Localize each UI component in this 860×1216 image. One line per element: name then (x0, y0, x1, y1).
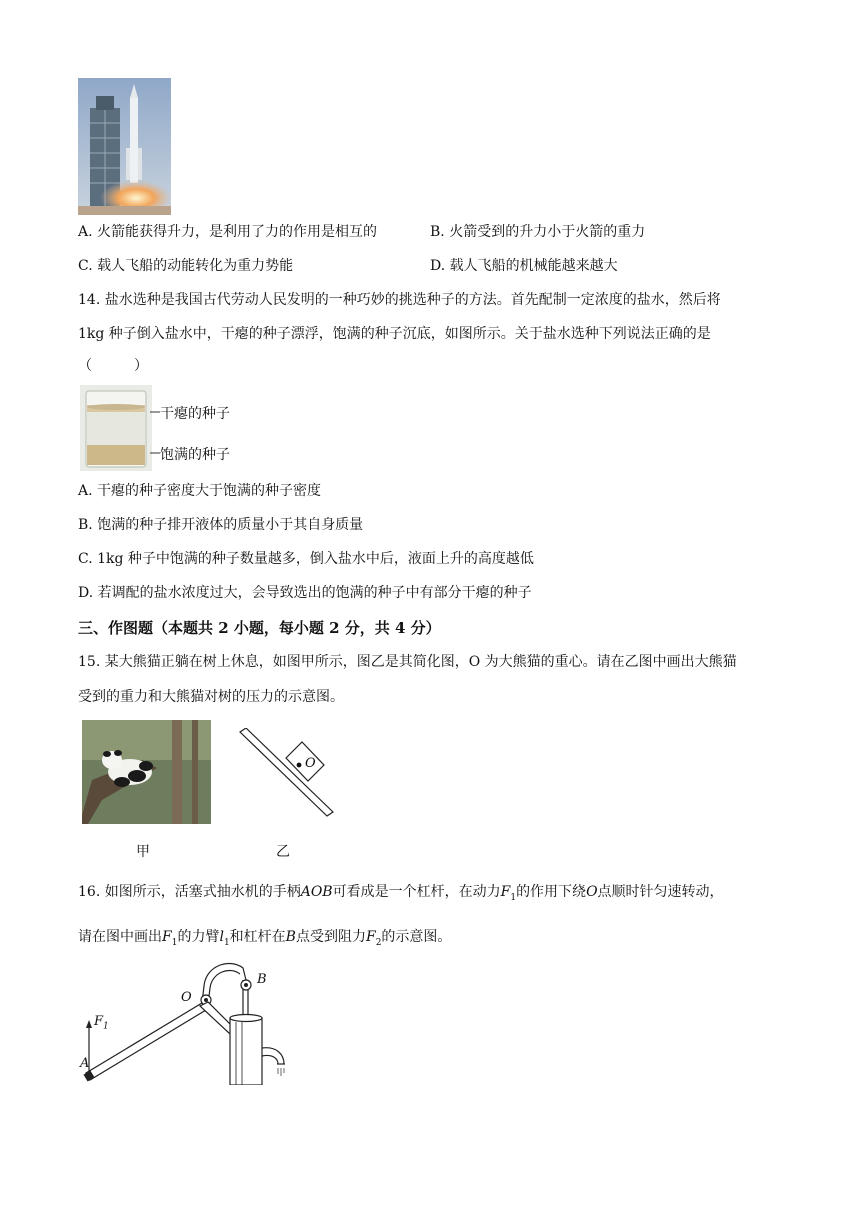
q14-stem-line1: 14. 盐水选种是我国古代劳动人民发明的一种巧妙的挑选种子的方法。首先配制一定浓度的盐水，然后将 (78, 292, 721, 308)
label-shriveled-seeds: 干瘪的种子 (160, 406, 230, 422)
q14-stem-line3: （ ） (78, 358, 148, 374)
q16-var-o: O (586, 884, 598, 900)
q16-text: 的作用下绕 (516, 884, 587, 900)
point-o-label: O (305, 756, 316, 771)
q13-option-d: D. 载人飞船的机械能越来越大 (430, 258, 618, 274)
q16-sub: 1 (510, 892, 517, 903)
label-full-seeds: 饱满的种子 (160, 447, 230, 463)
section-title-drawing: 三、作图题（本题共 2 小题，每小题 2 分，共 4 分） (78, 619, 441, 637)
q16-sub: 1 (223, 937, 230, 948)
q13-option-a: A. 火箭能获得升力，是利用了力的作用是相互的 (78, 224, 378, 240)
q16-text: 16. 如图所示，活塞式抽水机的手柄 (78, 884, 301, 900)
q16-stem-line1 (78, 882, 724, 908)
label-f1 (94, 1014, 109, 1032)
q16-sub: 1 (171, 937, 178, 948)
q13-option-b: B. 火箭受到的升力小于火箭的重力 (430, 224, 646, 240)
q16-var-aob: AOB (300, 884, 333, 900)
caption-yi: 乙 (276, 844, 290, 860)
q15-stem-line1: 15. 某大熊猫正躺在树上休息，如图甲所示，图乙是其简化图，O 为大熊猫的重心。请在乙图中画出大熊猫 (78, 654, 737, 670)
q16-var-f2: F (365, 929, 376, 945)
salt-water-beaker-photo (80, 385, 152, 471)
label-b: B (257, 972, 267, 987)
q16-text: 可看成是一个杠杆，在动力 (332, 884, 501, 900)
q16-text: 的力臂 (177, 929, 220, 945)
q16-stem-line2 (78, 927, 451, 953)
panda-simplified-diagram (232, 728, 342, 823)
label-f: F (94, 1014, 104, 1029)
q16-text: 点顺时针匀速转动， (597, 884, 724, 900)
q16-var-b: B (285, 929, 296, 945)
q15-stem-line2: 受到的重力和大熊猫对树的压力的示意图。 (78, 689, 344, 705)
q14-option-c: C. 1kg 种子中饱满的种子数量越多，倒入盐水中后，液面上升的高度越低 (78, 551, 534, 567)
q14-stem-line2: 1kg 种子倒入盐水中，干瘪的种子漂浮，饱满的种子沉底，如图所示。关于盐水选种下列说法正确的是 (78, 326, 711, 342)
q16-var-l: l (219, 929, 224, 945)
q13-option-c: C. 载人飞船的动能转化为重力势能 (78, 258, 294, 274)
q16-text: 和杠杆在 (229, 929, 286, 945)
q16-text: 的示意图。 (381, 929, 452, 945)
rocket-launch-photo (78, 78, 171, 215)
q14-option-a: A. 干瘪的种子密度大于饱满的种子密度 (78, 483, 322, 499)
label-o: O (181, 990, 192, 1005)
label-a: A (80, 1056, 90, 1071)
q16-var-f: F (500, 884, 511, 900)
caption-jia: 甲 (136, 844, 150, 860)
panda-photo (82, 720, 211, 824)
q16-text: 请在图中画出 (78, 929, 162, 945)
label-f-sub: 1 (103, 1021, 109, 1032)
q16-sub: 2 (375, 937, 382, 948)
q14-option-d: D. 若调配的盐水浓度过大，会导致选出的饱满的种子中有部分干瘪的种子 (78, 585, 532, 601)
q16-var-f: F (162, 929, 172, 945)
q16-text: 点受到阻力 (295, 929, 366, 945)
q14-option-b: B. 饱满的种子排开液体的质量小于其自身质量 (78, 517, 364, 533)
